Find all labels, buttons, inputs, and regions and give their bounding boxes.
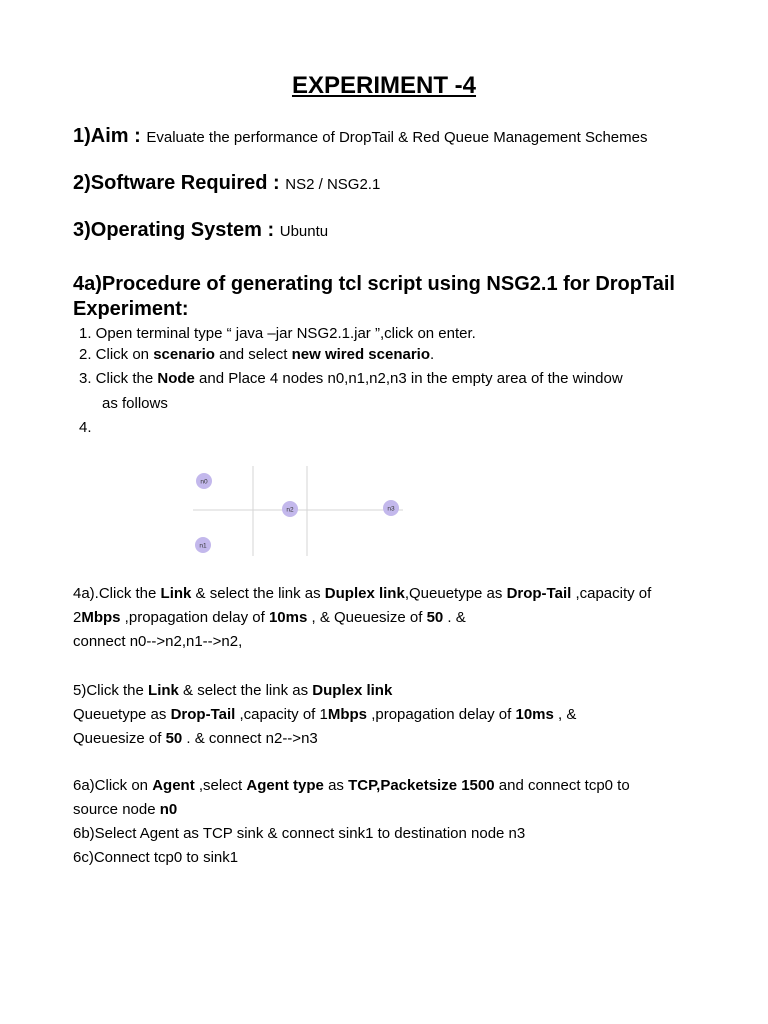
step-3-continued: as follows xyxy=(102,395,168,412)
page-title: EXPERIMENT -4 xyxy=(291,72,477,99)
text: & select the link as xyxy=(178,682,313,699)
text: . & xyxy=(443,609,466,626)
bold-text: 10ms xyxy=(268,609,308,626)
text: . & connect n2-->n3 xyxy=(182,730,318,747)
text: Queuesize of xyxy=(73,730,166,747)
paragraph-6b: 6b)Select Agent as TCP sink & connect sink1 to destination node n3 xyxy=(73,825,526,842)
bold-text: Link xyxy=(160,585,192,602)
step-3-text: 3. Click the xyxy=(79,370,158,387)
paragraph-5-line2 xyxy=(73,703,576,727)
text: ,select xyxy=(194,777,247,794)
software-value: NS2 / NSG2.1 xyxy=(285,176,381,193)
text: source node xyxy=(73,801,160,818)
step-2-scenario: scenario xyxy=(153,346,215,363)
node-n0 xyxy=(196,473,212,489)
bold-text: Mbps xyxy=(327,706,368,723)
step-2-text: . xyxy=(430,346,435,363)
step-2-text: and select xyxy=(214,346,292,363)
software-section xyxy=(73,172,380,195)
paragraph-4a-line2 xyxy=(73,606,651,630)
paragraph-6 xyxy=(73,774,630,870)
bold-text: 50 xyxy=(165,730,183,747)
text: ,propagation delay of xyxy=(367,706,516,723)
bold-text: Duplex link xyxy=(324,585,405,602)
node-label: n1 xyxy=(199,542,207,550)
text: ,propagation delay of xyxy=(120,609,269,626)
aim-value: Evaluate the performance of DropTail & Red Queue Management Schemes xyxy=(146,129,648,146)
bold-text: Link xyxy=(148,682,179,699)
node-n2 xyxy=(282,501,298,517)
paragraph-4a-line3: connect n0-->n2,n1-->n2, xyxy=(73,633,243,650)
node-label: n3 xyxy=(387,505,395,513)
step-3 xyxy=(79,370,623,387)
bold-text: Duplex link xyxy=(312,682,393,699)
text: , & xyxy=(553,706,577,723)
bold-text: n0 xyxy=(159,801,178,818)
paragraph-5-line1 xyxy=(73,679,576,703)
bold-text: Agent type xyxy=(246,777,324,794)
node-n1 xyxy=(195,537,211,553)
node-label: n2 xyxy=(286,506,294,514)
paragraph-6a-line1 xyxy=(73,774,630,798)
procedure-heading-line1: 4a)Procedure of generating tcl script using NSG2.1 for DropTail xyxy=(73,273,675,295)
text: ,capacity of 1 xyxy=(235,706,328,723)
step-3-text: and Place 4 nodes n0,n1,n2,n3 in the empty area of the window xyxy=(194,370,623,387)
bold-text: TCP,Packetsize 1500 xyxy=(348,777,495,794)
text: 4a).Click the xyxy=(73,585,161,602)
text: Queuetype as xyxy=(73,706,171,723)
text: 6a)Click on xyxy=(73,777,153,794)
node-n3 xyxy=(383,500,399,516)
procedure-heading xyxy=(73,272,675,322)
paragraph-5-line3 xyxy=(73,727,576,751)
os-section xyxy=(73,219,328,242)
paragraph-6a-line2 xyxy=(73,798,630,822)
paragraph-5 xyxy=(73,679,576,751)
text: ,Queuetype as xyxy=(404,585,507,602)
step-1: 1. Open terminal type “ java –jar NSG2.1.jar ”,click on enter. xyxy=(79,325,476,342)
bold-text: 10ms xyxy=(515,706,554,723)
bold-text: Agent xyxy=(152,777,195,794)
text: , & Queuesize of xyxy=(307,609,427,626)
paragraph-4a xyxy=(73,582,651,654)
node-diagram xyxy=(185,462,415,562)
aim-label: 1)Aim : xyxy=(73,125,141,147)
paragraph-6c: 6c)Connect tcp0 to sink1 xyxy=(73,849,239,866)
node-label: n0 xyxy=(200,478,208,486)
text: 5)Click the xyxy=(73,682,149,699)
bold-text: 50 xyxy=(426,609,444,626)
os-label: 3)Operating System : xyxy=(73,219,275,241)
step-2-text: 2. Click on xyxy=(79,346,154,363)
step-2-new-wired-scenario: new wired scenario xyxy=(291,346,431,363)
procedure-heading-line2: Experiment: xyxy=(73,298,189,320)
os-value: Ubuntu xyxy=(279,223,329,240)
software-label: 2)Software Required : xyxy=(73,172,280,194)
step-2 xyxy=(79,346,434,363)
bold-text: Mbps xyxy=(81,609,121,626)
bold-text: Drop-Tail xyxy=(506,585,572,602)
text: as xyxy=(323,777,349,794)
text: ,capacity of xyxy=(571,585,652,602)
text: 2 xyxy=(73,609,82,626)
text: & select the link as xyxy=(191,585,325,602)
text: and connect tcp0 to xyxy=(494,777,630,794)
step-4: 4. xyxy=(79,419,92,436)
step-3-node: Node xyxy=(157,370,195,387)
aim-section xyxy=(73,125,647,148)
bold-text: Drop-Tail xyxy=(170,706,236,723)
paragraph-4a-line1 xyxy=(73,582,651,606)
